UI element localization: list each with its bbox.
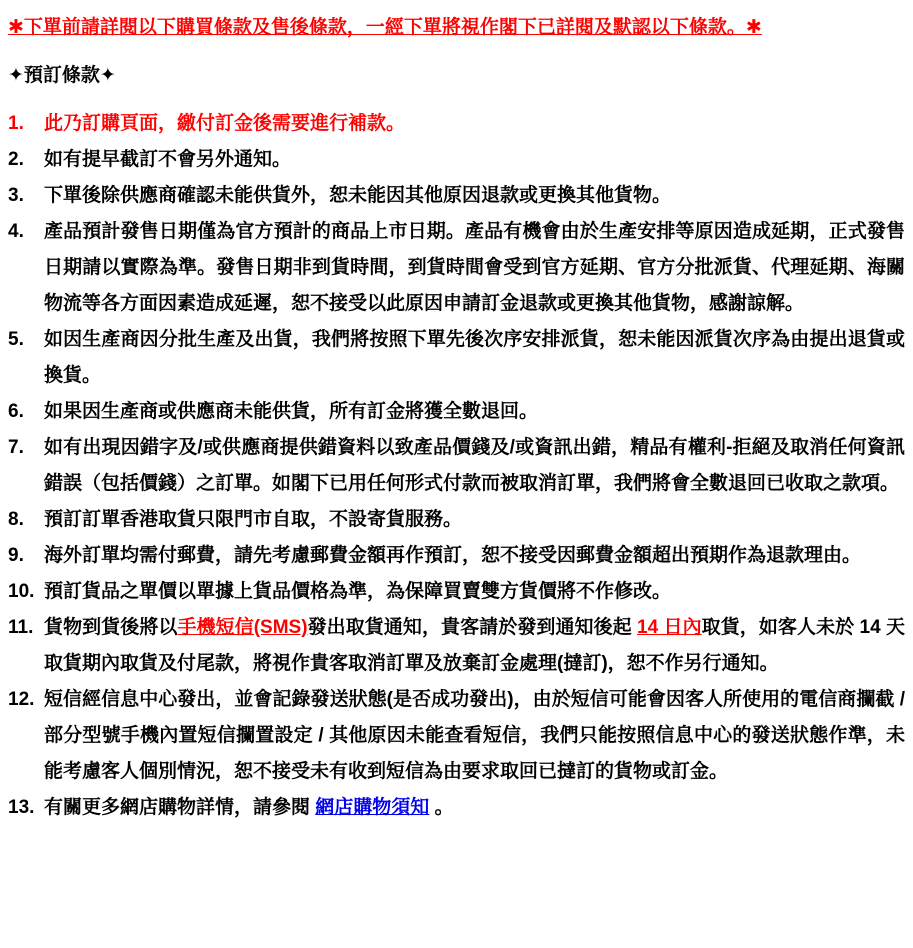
term-item — [8, 610, 905, 682]
term-text — [44, 322, 905, 394]
shop-guide-link[interactable]: 網店購物須知 — [315, 797, 430, 818]
term-segment: 預訂訂單香港取貨只限門市自取，不設寄貨服務。 — [44, 509, 463, 530]
term-text — [44, 682, 905, 790]
term-text — [44, 610, 905, 682]
term-text — [44, 214, 905, 322]
term-number: 9. — [8, 545, 24, 566]
term-item — [8, 394, 905, 430]
term-number: 1. — [8, 113, 24, 134]
term-segment: 。 — [429, 797, 454, 818]
term-number: 3. — [8, 185, 24, 206]
term-segment: 產品預計發售日期僅為官方預計的商品上市日期。產品有機會由於生產安排等原因造成延期，正式發售日期請以實際為準。發售日期非到貨時間，到貨時間會受到官方延期、官方分批派貨、代理延期、海關物流等各方面因素造成延遲，恕不接受以此原因申請訂金退款或更換其他貨物，感謝諒解。 — [44, 221, 905, 314]
term-item — [8, 142, 905, 178]
term-number: 4. — [8, 221, 24, 242]
term-number: 7. — [8, 437, 24, 458]
term-item — [8, 430, 905, 502]
section-title: ✦預訂條款✦ — [8, 65, 116, 86]
term-segment: 貨物到貨後將以 — [44, 617, 178, 638]
term-number: 8. — [8, 509, 24, 530]
term-number: 6. — [8, 401, 24, 422]
term-number: 10. — [8, 581, 35, 602]
term-text — [44, 790, 905, 826]
term-number: 11. — [8, 617, 34, 638]
term-segment: 此乃訂購頁面，繳付訂金後需要進行補款。 — [44, 113, 406, 134]
term-item — [8, 574, 905, 610]
term-segment: 預訂貨品之單價以單據上貨品價格為準，為保障買賣雙方貨價將不作修改。 — [44, 581, 672, 602]
term-segment: 手機短信(SMS) — [177, 617, 308, 638]
term-text — [44, 142, 905, 178]
top-notice: ✱下單前請詳閱以下購買條款及售後條款，一經下單將視作閣下已詳閱及默認以下條款。✱ — [8, 17, 762, 38]
term-number: 5. — [8, 329, 24, 350]
term-segment: 14 日內 — [637, 617, 702, 638]
term-item — [8, 538, 905, 574]
term-segment: 發出取貨通知，貴客請於發到通知後起 — [307, 617, 638, 638]
term-item — [8, 106, 905, 142]
term-number: 13. — [8, 797, 35, 818]
term-item — [8, 178, 905, 214]
term-segment: 下單後除供應商確認未能供貨外，恕未能因其他原因退款或更換其他貨物。 — [44, 185, 672, 206]
term-item — [8, 214, 905, 322]
term-text — [44, 538, 905, 574]
term-number: 12. — [8, 689, 35, 710]
terms-list — [8, 106, 905, 826]
term-text — [44, 502, 905, 538]
term-item — [8, 682, 905, 790]
term-text — [44, 178, 905, 214]
term-item — [8, 790, 905, 826]
term-segment: 如有提早截訂不會另外通知。 — [44, 149, 292, 170]
term-item — [8, 502, 905, 538]
term-item — [8, 322, 905, 394]
term-segment: 短信經信息中心發出，並會記錄發送狀態(是否成功發出)，由於短信可能會因客人所使用的電信商攔截 / 部分型號手機內置短信攔置設定 / 其他原因未能查看短信，我們只能按照信息中心的發送狀態作準，未能考慮客人個別情況，恕不接受未有收到短信為由要求取回已撻訂的貨物或訂金。 — [44, 689, 905, 782]
term-text — [44, 106, 905, 142]
term-segment: 如因生產商因分批生產及出貨，我們將按照下單先後次序安排派貨，恕未能因派貨次序為由提出退貨或換貨。 — [44, 329, 905, 386]
term-number: 2. — [8, 149, 24, 170]
term-text — [44, 430, 905, 502]
term-segment: 如果因生產商或供應商未能供貨，所有訂金將獲全數退回。 — [44, 401, 539, 422]
term-segment: 取貨，如客人未於 14 天取貨期內取貨及付尾款，將視作貴客取消訂單及放棄訂金處理(撻訂)，恕不作另行通知。 — [44, 617, 905, 674]
term-text — [44, 394, 905, 430]
term-segment: 如有出現因錯字及/或供應商提供錯資料以致產品價錢及/或資訊出錯，精品有權利-拒絕及取消任何資訊錯誤（包括價錢）之訂單。如閣下已用任何形式付款而被取消訂單，我們將會全數退回已收取之款項。 — [44, 437, 905, 494]
term-text — [44, 574, 905, 610]
term-segment: 海外訂單均需付郵費，請先考慮郵費金額再作預訂，恕不接受因郵費金額超出預期作為退款理由。 — [44, 545, 862, 566]
term-segment: 有關更多網店購物詳情，請參閱 — [44, 797, 316, 818]
